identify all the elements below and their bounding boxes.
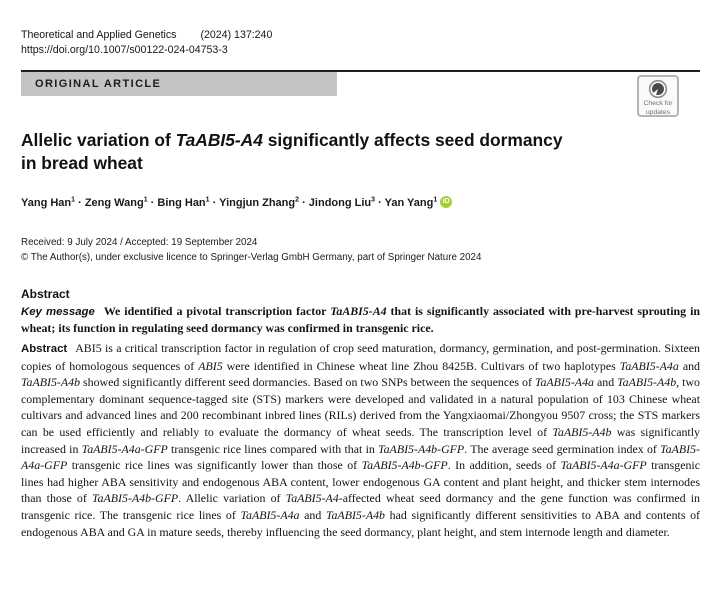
received-accepted-dates: Received: 9 July 2024 / Accepted: 19 September 2024 <box>21 237 258 248</box>
doi-link[interactable]: https://doi.org/10.1007/s00122-024-04753-3 <box>21 44 228 56</box>
abstract-text: ABI5 is a critical transcription factor in regulation of crop seed maturation, dormancy, germination, and post-germination. Sixteen copies of homologous sequences of ABI5 were identified in Chinese wheat line Zhou 8425B. Cultivars of two haplotypes TaABI5-A4a and TaABI5-A4b showed significantly different seed dormancies. Based on two SNPs between the sequences of TaABI5-A4a and TaABI5-A4b, two complementary dominant sequence-tagged site (STS) markers were developed and validated in a natural population of 103 Chinese wheat cultivars and advanced lines and 200 recombinant inbred lines (RILs) derived from the Yangxiaomai/Zhongyou 9507 cross; the STS markers can be used efficiently and reliably to evaluate the dormancy of wheat seeds. The transcription level of TaABI5-A4b was significantly increased in TaABI5-A4a-GFP transgenic rice lines compared with that in TaABI5-A4b-GFP. The average seed germination index of TaABI5-A4a-GFP transgenic rice lines was significantly lower than those of TaABI5-A4b-GFP. In addition, seeds of TaABI5-A4a-GFP transgenic lines had higher ABA sensitivity and endogenous ABA content, lower endogenous GA content and plant height, and thicker stem internodes than those of TaABI5-A4b-GFP. Allelic variation of TaABI5-A4-affected wheat seed dormancy and the gene function was confirmed in transgenic rice. The transgenic rice lines of TaABI5-A4a and TaABI5-A4b had significantly different sensitivities to ABA and contents of endogenous ABA and GA in mature seeds, thereby influencing the seed dormancy, plant height, and stem internode length and diameter. <box>21 341 700 539</box>
author-names: Yang Han$^1$ · Zeng Wang$^1$ · Bing Han$^1$ · Yingjun Zhang$^2$ · Jindong Liu$^3$ · Yan Yang$^1$ <box>21 196 438 209</box>
article-type-banner <box>21 72 337 96</box>
key-message-text: We identified a pivotal transcription factor TaABI5-A4 that is significantly associated with pre-harvest sprouting in wheat; its function in regulating seed dormancy was confirmed in transgenic rice. <box>21 304 700 336</box>
journal-header <box>21 28 272 58</box>
abstract-heading: Abstract <box>21 287 70 301</box>
orcid-icon[interactable]: iD <box>440 196 452 208</box>
page-title: Allelic variation of TaABI5-A4 significantly affects seed dormancy in bread wheat <box>21 130 563 173</box>
copyright-line: © The Author(s), under exclusive licence to Springer-Verlag GmbH Germany, part of Springer Nature 2024 <box>21 251 482 263</box>
check-for-updates-button[interactable] <box>637 75 679 117</box>
check-badge-label-line2: updates <box>645 108 671 116</box>
key-message-label: Key message <box>21 306 95 318</box>
crossmark-icon <box>648 79 668 99</box>
journal-name: Theoretical and Applied Genetics <box>21 29 177 41</box>
check-badge-label-line1: Check for <box>643 100 673 107</box>
journal-citation: (2024) 137:240 <box>200 29 273 41</box>
abstract-inline-label: Abstract <box>21 343 68 355</box>
article-type-label: ORIGINAL ARTICLE <box>35 78 162 90</box>
authors-line <box>21 196 700 209</box>
article-history <box>21 236 700 265</box>
key-message-paragraph <box>21 303 700 337</box>
abstract-paragraph <box>21 340 700 540</box>
